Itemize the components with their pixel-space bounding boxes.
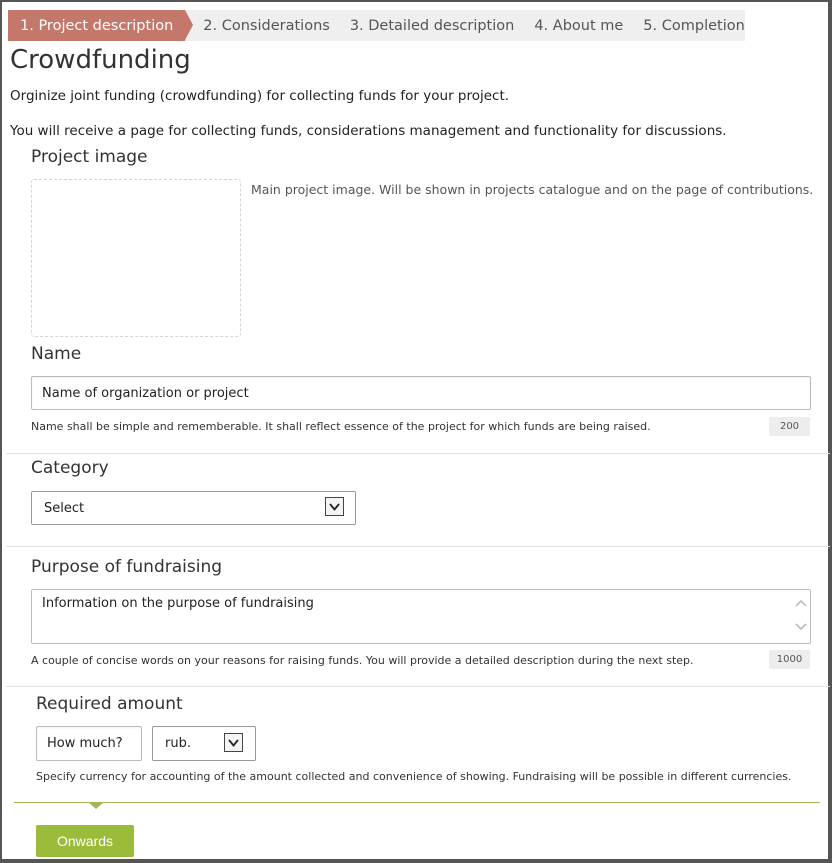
chevron-down-icon[interactable]	[224, 733, 243, 752]
step-label: 2. Considerations	[203, 17, 330, 34]
section-divider	[6, 686, 830, 687]
name-input-placeholder: Name of organization or project	[42, 385, 249, 401]
step-label: 5. Completion	[643, 17, 745, 34]
step-considerations[interactable]	[185, 10, 340, 41]
footer-divider	[14, 802, 820, 803]
purpose-hint: A couple of concise words on your reasons for raising funds. You will provide a detailed description during the next step.	[31, 654, 694, 667]
required-amount-label: Required amount	[36, 694, 183, 714]
step-project-description[interactable]	[8, 10, 185, 41]
name-char-counter: 200	[769, 417, 810, 436]
purpose-placeholder: Information on the purpose of fundraising	[42, 596, 314, 611]
scroll-down-icon[interactable]	[795, 621, 807, 633]
project-image-dropzone[interactable]	[31, 179, 241, 337]
onwards-button[interactable]: Onwards	[36, 825, 134, 857]
purpose-textarea[interactable]	[31, 589, 811, 644]
name-label: Name	[31, 344, 82, 364]
project-image-label: Project image	[31, 147, 148, 167]
step-label: 4. About me	[534, 17, 624, 34]
section-divider	[6, 453, 830, 454]
name-input[interactable]	[31, 376, 811, 410]
purpose-label: Purpose of fundraising	[31, 557, 223, 577]
currency-select[interactable]	[152, 726, 256, 761]
scroll-up-icon[interactable]	[795, 597, 807, 609]
category-selected-value: Select	[44, 500, 85, 516]
intro-text: Orginize joint funding (crowdfunding) for collecting funds for your project.	[10, 88, 510, 104]
step-about-me[interactable]	[524, 10, 633, 41]
footer-divider-notch	[88, 802, 104, 809]
category-select[interactable]	[31, 491, 356, 525]
page-title: Crowdfunding	[10, 45, 191, 75]
step-label: 1. Project description	[20, 17, 174, 34]
amount-input-placeholder: How much?	[47, 736, 123, 751]
intro-text-secondary: You will receive a page for collecting funds, considerations management and functionality for discussions.	[10, 123, 727, 139]
amount-input[interactable]	[36, 726, 142, 761]
step-detailed-description[interactable]	[340, 10, 525, 41]
amount-hint: Specify currency for accounting of the amount collected and convenience of showing. Fundraising will be possible in different currencies.	[36, 770, 792, 783]
section-divider	[6, 546, 830, 547]
category-label: Category	[31, 458, 109, 478]
currency-selected-value: rub.	[165, 736, 191, 751]
chevron-down-icon[interactable]	[325, 497, 344, 516]
name-hint: Name shall be simple and rememberable. It shall reflect essence of the project for which funds are being raised.	[31, 420, 651, 433]
step-completion[interactable]	[633, 10, 755, 41]
wizard-steps	[8, 10, 745, 41]
step-label: 3. Detailed description	[349, 17, 515, 34]
purpose-char-counter: 1000	[769, 650, 810, 669]
project-image-hint: Main project image. Will be shown in projects catalogue and on the page of contributions.	[251, 182, 814, 197]
